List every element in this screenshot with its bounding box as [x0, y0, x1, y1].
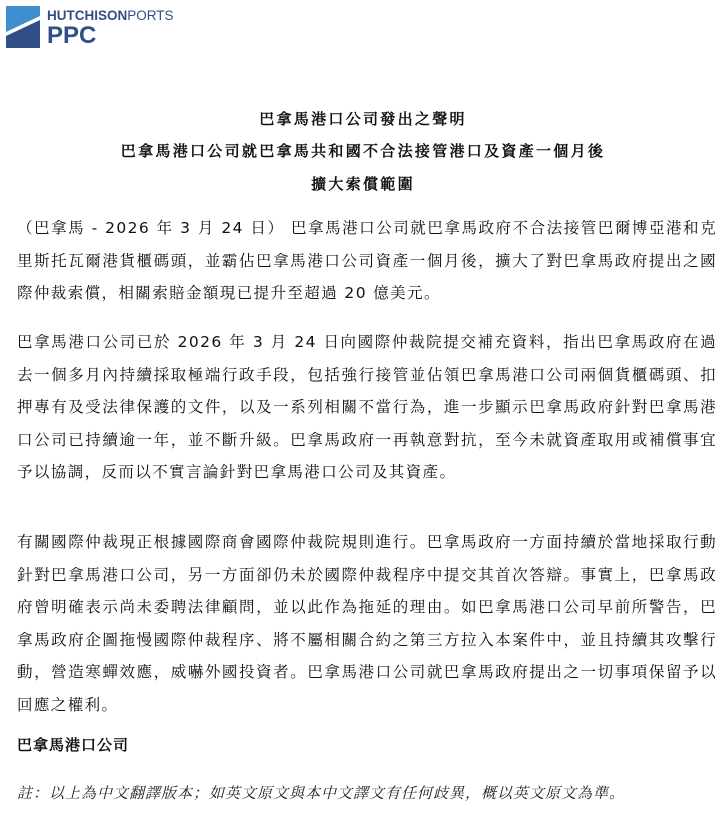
signature: 巴拿馬港口公司 [17, 736, 130, 754]
logo-brand: HUTCHISONPORTS [47, 8, 174, 23]
paragraph-1: （巴拿馬 - 2026 年 3 月 24 日） 巴拿馬港口公司就巴拿馬政府不合法接管巴爾博亞港和克里斯托瓦爾港貨櫃碼頭，並霸佔巴拿馬港口公司資產一個月後，擴大了對巴拿馬政府提出之國際仲裁索償，相關索賠金額現已提升至超過 20 億美元。 [17, 219, 717, 302]
hutchison-ports-ppc-logo [6, 6, 174, 48]
statement-title: 巴拿馬港口公司發出之聲明 [259, 110, 467, 128]
statement-subtitle-2: 擴大索償範圍 [311, 175, 415, 193]
logo-mark-icon [6, 6, 40, 48]
paragraph-3: 有關國際仲裁現正根據國際商會國際仲裁院規則進行。巴拿馬政府一方面持續於當地採取行動針對巴拿馬港口公司，另一方面卻仍未於國際仲裁程序中提交其首次答辯。事實上，巴拿馬政府曾明確表示尚未委聘法律顧問，並以此作為拖延的理由。如巴拿馬港口公司早前所警告，巴拿馬政府企圖拖慢國際仲裁程序、將不屬相關合約之第三方拉入本案件中，並且持續其攻擊行動，營造寒蟬效應，威嚇外國投資者。巴拿馬港口公司就巴拿馬政府提出之一切事項保留予以回應之權利。 [17, 533, 717, 714]
logo-sub: PPC [47, 22, 97, 49]
paragraph-2: 巴拿馬港口公司已於 2026 年 3 月 24 日向國際仲裁院提交補充資料，指出巴拿馬政府在過去一個多月內持續採取極端行政手段，包括強行接管並佔領巴拿馬港口公司兩個貨櫃碼頭、扣押專有及受法律保護的文件，以及一系列相關不當行為，進一步顯示巴拿馬政府針對巴拿馬港口公司已持續逾一年，並不斷升級。巴拿馬政府一再執意對抗，至今未就資產取用或補償事宜予以協調，反而以不實言論針對巴拿馬港口公司及其資產。 [17, 333, 717, 481]
translation-note: 註：以上為中文翻譯版本；如英文原文與本中文譯文有任何歧異，概以英文原文為準。 [17, 784, 626, 802]
statement-subtitle: 巴拿馬港口公司就巴拿馬共和國不合法接管港口及資產一個月後 [120, 142, 606, 160]
